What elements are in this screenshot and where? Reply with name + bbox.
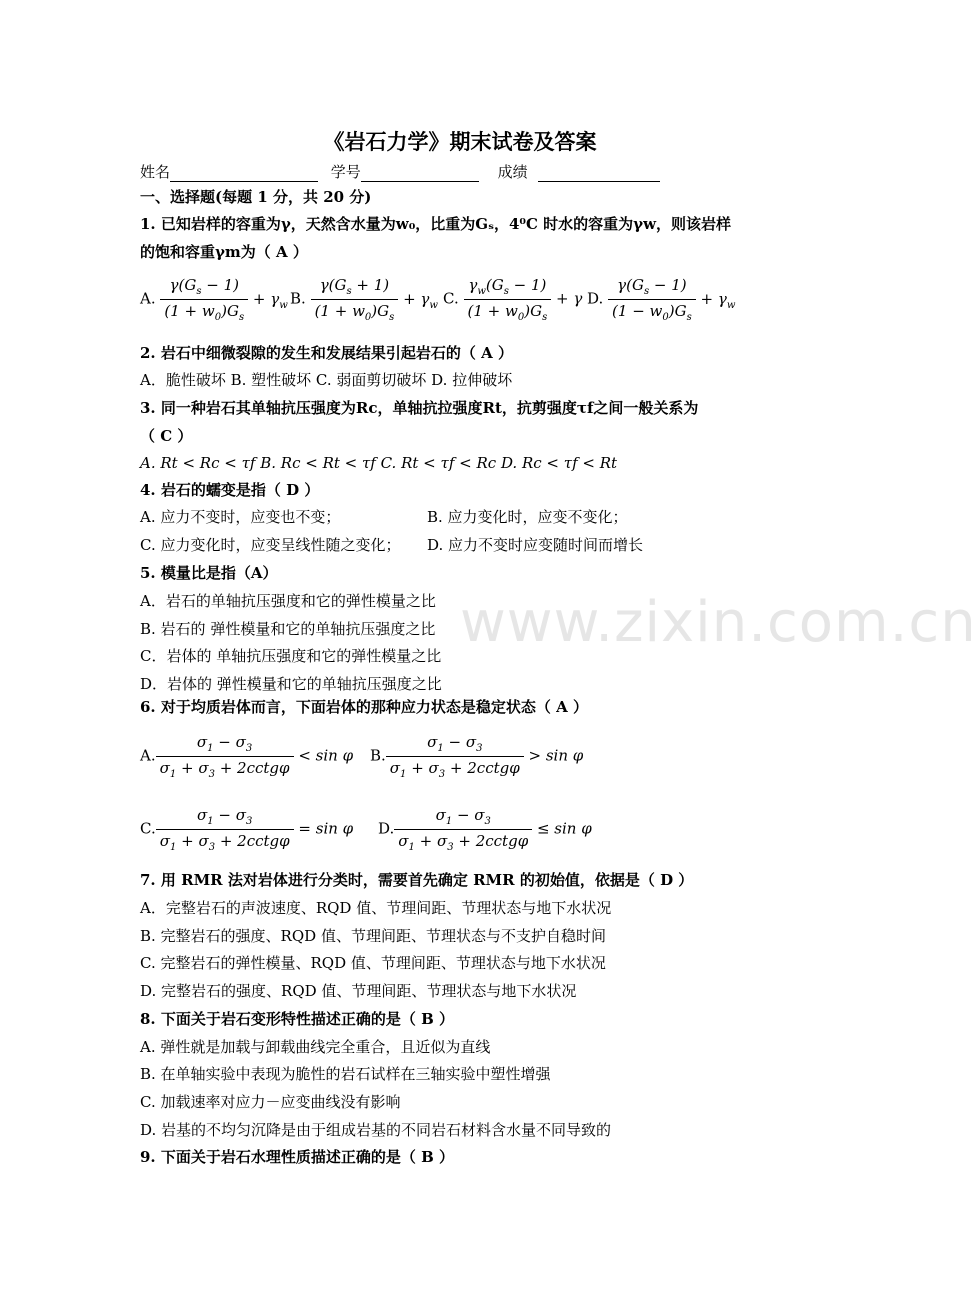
- name-label: 姓名: [140, 163, 171, 181]
- q3-line1: 3. 同一种岩石其单轴抗压强度为Rc，单轴抗拉强度Rt，抗剪强度τf之间一般关系为: [140, 399, 699, 417]
- q6-option-d: D. $\frac{\sigma_1 - \sigma_3}{\sigma_1 + \sigma_3 + 2cctg\varphi}$ ≤ sin φ: [378, 806, 592, 853]
- id-label: 学号: [330, 163, 361, 181]
- score-label: 成绩: [497, 163, 528, 181]
- q2-stem: 2. 岩石中细微裂隙的发生和发展结果引起岩石的（ A ）: [140, 344, 513, 362]
- q4-option-a: A. 应力不变时，应变也不变；: [140, 508, 341, 526]
- q8-option-c: C. 加载速率对应力－应变曲线没有影响: [140, 1093, 401, 1111]
- name-blank: [170, 165, 318, 182]
- q3-options: A. Rt < Rc < τf B. Rc < Rt < τf C. Rt < τf < Rc D. Rc < τf < Rt: [140, 454, 618, 472]
- q1-option-c: C. $\frac{\gamma_w(G_s - 1)}{(1 + w_0)G_s}$ + γ: [443, 276, 583, 323]
- q5-option-c: C．岩体的 单轴抗压强度和它的弹性模量之比: [140, 647, 442, 665]
- q6-option-c: C. $\frac{\sigma_1 - \sigma_3}{\sigma_1 + \sigma_3 + 2cctg\varphi}$ = sin φ: [140, 806, 354, 853]
- q5-option-d: D．岩体的 弹性模量和它的单轴抗压强度之比: [140, 675, 442, 693]
- q1-option-b: B. $\frac{\gamma(G_s + 1)}{(1 + w_0)G_s}$ + $\gamma_w$: [290, 276, 438, 323]
- q4-option-c: C. 应力变化时，应变呈线性随之变化；: [140, 536, 401, 554]
- q5-stem: 5. 模量比是指（A）: [140, 564, 278, 582]
- q6-option-a: A. $\frac{\sigma_1 - \sigma_3}{\sigma_1 + \sigma_3 + 2cctg\varphi}$ < sin φ: [140, 733, 354, 780]
- q8-stem: 8. 下面关于岩石变形特性描述正确的是（ B ）: [140, 1010, 455, 1028]
- q7-option-c: C. 完整岩石的弹性模量、RQD 值、节理间距、节理状态与地下水状况: [140, 954, 606, 972]
- q7-stem: 7. 用 RMR 法对岩体进行分类时，需要首先确定 RMR 的初始值，依据是（ D ）: [140, 871, 694, 889]
- id-blank: [361, 165, 479, 182]
- q7-option-b: B. 完整岩石的强度、RQD 值、节理间距、节理状态与不支护自稳时间: [140, 927, 606, 945]
- student-info: [140, 161, 660, 182]
- q2-options: A．脆性破坏 B. 塑性破坏 C. 弱面剪切破坏 D. 拉伸破坏: [140, 371, 513, 389]
- q8-option-b: B. 在单轴实验中表现为脆性的岩石试样在三轴实验中塑性增强: [140, 1065, 551, 1083]
- q8-option-d: D. 岩基的不均匀沉降是由于组成岩基的不同岩石材料含水量不同导致的: [140, 1121, 612, 1139]
- q3-line2: （ C ）: [140, 427, 193, 445]
- q9-stem: 9. 下面关于岩石水理性质描述正确的是（ B ）: [140, 1148, 455, 1166]
- q5-option-a: A．岩石的单轴抗压强度和它的弹性模量之比: [140, 592, 436, 610]
- q8-option-a: A. 弹性就是加载与卸载曲线完全重合，且近似为直线: [140, 1038, 491, 1056]
- watermark: www.zixin.com.cn: [460, 590, 977, 655]
- section-heading: 一、选择题(每题 1 分，共 20 分): [140, 188, 372, 206]
- q6-option-b: B. $\frac{\sigma_1 - \sigma_3}{\sigma_1 + \sigma_3 + 2cctg\varphi}$ > sin φ: [370, 733, 584, 780]
- score-blank: [538, 165, 660, 182]
- q4-stem: 4. 岩石的蠕变是指（ D ）: [140, 481, 320, 499]
- q1-option-a: A. $\frac{\gamma(G_s - 1)}{(1 + w_0)G_s}$ + $\gamma_w$: [140, 276, 288, 323]
- q1-line1: 1. 已知岩样的容重为γ，天然含水量为w₀，比重为Gₛ，4⁰C 时水的容重为γw，则该岩样: [140, 215, 731, 233]
- q4-option-d: D. 应力不变时应变随时间而增长: [427, 536, 644, 554]
- q1-line2: 的饱和容重γm为（ A ）: [140, 243, 308, 261]
- q6-stem: 6. 对于均质岩体而言，下面岩体的那种应力状态是稳定状态（ A ）: [140, 698, 588, 716]
- q4-option-b: B. 应力变化时，应变不变化；: [427, 508, 628, 526]
- q5-option-b: B. 岩石的 弹性模量和它的单轴抗压强度之比: [140, 620, 436, 638]
- q1-option-d: D. $\frac{\gamma(G_s - 1)}{(1 - w_0)G_s}$ + $\gamma_w$: [587, 276, 736, 323]
- page-title: 《岩石力学》期末试卷及答案: [323, 129, 597, 154]
- q7-option-a: A．完整岩石的声波速度、RQD 值、节理间距、节理状态与地下水状况: [140, 899, 612, 917]
- q7-option-d: D. 完整岩石的强度、RQD 值、节理间距、节理状态与地下水状况: [140, 982, 577, 1000]
